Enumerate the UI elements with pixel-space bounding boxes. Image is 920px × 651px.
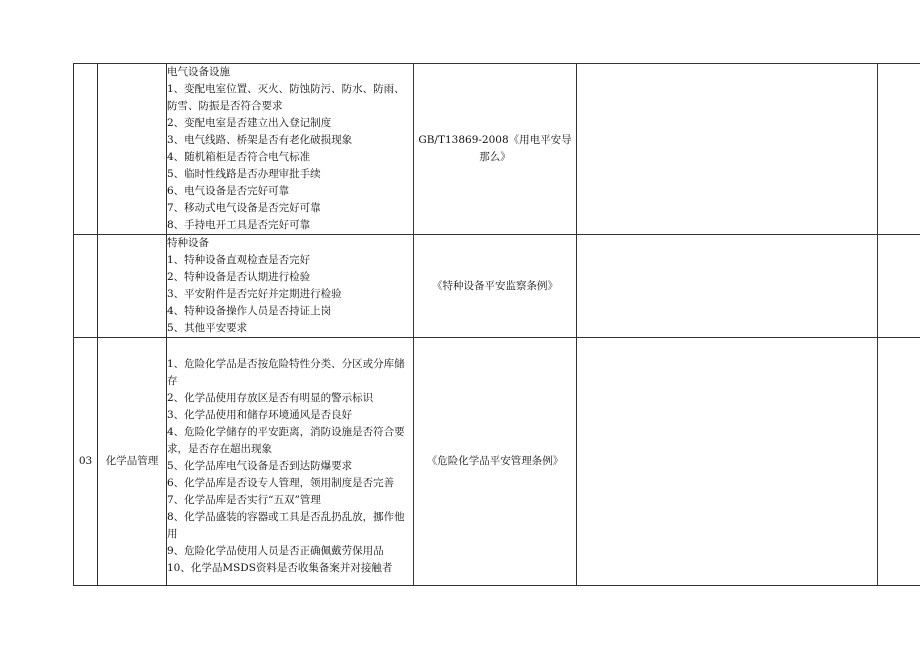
item-line: 3、平安附件是否完好并定期进行检验: [167, 288, 342, 300]
item-line: 4、危险化学储存的平安距离，消防设施是否符合要求，是否存在超出现象: [167, 426, 405, 455]
item-line: 6、电气设备是否完好可靠: [167, 185, 290, 197]
item-line: 1、危险化学品是否按危险特性分类、分区或分库储存: [167, 358, 405, 387]
item-line: 4、特种设备操作人员是否持证上岗: [167, 305, 332, 317]
item-line: 2、变配电室是否建立出入登记制度: [167, 117, 332, 129]
item-line: 5、化学品库电气设备是否到达防爆要求: [167, 460, 353, 472]
index-cell: [74, 64, 98, 235]
items-cell: [167, 64, 414, 235]
item-line: 9、危险化学品使用人员是否正确佩戴劳保用品: [167, 545, 384, 557]
item-line: 1、变配电室位置、灭火、防蚀防污、防水、防雨、防雪、防振是否符合要求: [167, 83, 405, 112]
item-line: 2、特种设备是否认期进行检验: [167, 271, 311, 283]
standard-cell: GB/T13869-2008《用电平安导那么》: [414, 64, 577, 235]
category-cell: 化学品管理: [98, 338, 167, 586]
item-line: 8、手持电开工具是否完好可靠: [167, 219, 311, 231]
table-row: [74, 64, 920, 235]
empty-cell: [577, 235, 878, 338]
empty-cell: [577, 64, 878, 235]
empty-cell: [878, 235, 920, 338]
items-cell: [167, 235, 414, 338]
item-line: 4、随机箱柜是否符合电气标准: [167, 151, 311, 163]
item-line: 6、化学品库是否设专人管理，领用制度是否完善: [167, 477, 395, 489]
item-line: 1、特种设备直观检查是否完好: [167, 254, 311, 266]
table-row: [74, 235, 920, 338]
item-line: 5、临时性线路是否办理审批手续: [167, 168, 321, 180]
item-line: 2、化学品使用存放区是否有明显的警示标识: [167, 392, 374, 404]
item-line: 5、其他平安要求: [167, 322, 248, 334]
item-line: 8、化学品盛装的容器或工具是否乱扔乱放，挪作他用: [167, 511, 405, 540]
category-cell: [98, 235, 167, 338]
empty-cell: [878, 64, 920, 235]
item-heading: 特种设备: [167, 237, 209, 249]
index-cell: [74, 235, 98, 338]
inspection-table: [73, 63, 920, 586]
item-line: 3、电气线路、桥架是否有老化破损现象: [167, 134, 353, 146]
index-cell: 03: [74, 338, 98, 586]
standard-cell: 《特种设备平安监察条例》: [414, 235, 577, 338]
item-line: 10、化学品MSDS资料是否收集备案并对接触者: [167, 562, 393, 574]
table-row: [74, 338, 920, 586]
items-cell: [167, 338, 414, 586]
category-cell: [98, 64, 167, 235]
item-line: 3、化学品使用和储存环境通风是否良好: [167, 409, 353, 421]
item-line: 7、移动式电气设备是否完好可靠: [167, 202, 321, 214]
standard-cell: 《危险化学品平安管理条例》: [414, 338, 577, 586]
item-line: 7、化学品库是否实行“五双”管理: [167, 494, 321, 506]
item-heading: 电气设备设施: [167, 66, 230, 78]
empty-cell: [577, 338, 878, 586]
empty-cell: [878, 338, 920, 586]
